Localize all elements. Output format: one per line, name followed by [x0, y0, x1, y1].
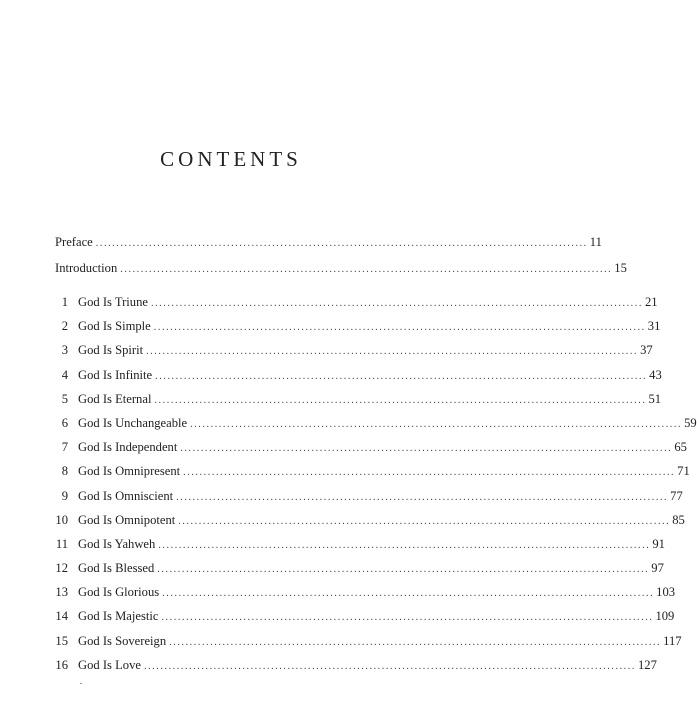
- page-number: 85: [672, 512, 685, 527]
- chapter-number: 8: [61, 464, 68, 479]
- dot-leader: ........................................................................................................................: [158, 539, 651, 551]
- toc-entry-chapter: [55, 391, 662, 415]
- dot-leader: ........................................................................................................................: [153, 322, 646, 334]
- entry-title: God Is Glorious: [78, 585, 160, 600]
- dot-leader: ........................................................................................................................: [150, 298, 643, 309]
- dot-leader: ........................................................................................................................: [120, 264, 613, 275]
- page-number: 117: [663, 633, 682, 648]
- toc-entry-preface: [55, 234, 602, 260]
- entry-title: God Is Blessed: [78, 561, 155, 576]
- page-number: 103: [656, 585, 676, 600]
- chapter-number: 11: [55, 536, 68, 551]
- entry-title: God Is Majestic: [78, 609, 159, 624]
- toc-entry-chapter: [55, 608, 675, 632]
- entry-title: Introduction: [55, 261, 118, 275]
- chapter-number: 2: [61, 319, 68, 334]
- toc-entry-chapter: [55, 657, 657, 681]
- dot-leader: ........................................................................................................................: [190, 418, 683, 430]
- chapter-number: 16: [55, 657, 68, 672]
- page-number: 127: [637, 657, 657, 672]
- page-number: 11: [589, 235, 602, 249]
- toc-entry-chapter: [55, 488, 683, 512]
- entry-title: God Is Omnipotent: [78, 512, 176, 527]
- chapter-number: 9: [61, 488, 68, 503]
- entry-title: God Is Simple: [78, 319, 151, 334]
- dot-leader: ........................................................................................................................: [146, 346, 639, 358]
- dot-leader: ........................................................................................................................: [143, 660, 636, 672]
- entry-title: God Is Unchangeable: [78, 415, 188, 430]
- toc-entry-chapter: [55, 560, 664, 584]
- entry-title: God Is Independent: [78, 440, 178, 455]
- chapter-number: 13: [55, 585, 68, 600]
- page-number: 71: [677, 464, 690, 479]
- chapter-number: 7: [61, 440, 68, 455]
- page-number: 97: [651, 561, 664, 576]
- entry-title: God Is Infinite: [78, 367, 153, 382]
- page-number: 109: [655, 609, 675, 624]
- page-number: 51: [648, 391, 662, 406]
- table-of-contents: [55, 234, 697, 681]
- chapter-number: 3: [61, 343, 68, 358]
- page-number: 43: [649, 367, 662, 382]
- section-gap: [55, 286, 410, 294]
- toc-entry-chapter: [55, 415, 697, 439]
- toc-entry-chapter: [55, 294, 658, 318]
- dot-leader: ........................................................................................................................: [161, 612, 654, 624]
- chapter-number: 14: [55, 609, 68, 624]
- page-mark: [80, 683, 82, 684]
- page-title: CONTENTS: [160, 147, 302, 171]
- page-number: 37: [640, 343, 653, 358]
- entry-title: God Is Eternal: [78, 391, 152, 406]
- entry-title: God Is Omnipresent: [78, 464, 181, 479]
- chapter-number: 5: [61, 391, 68, 406]
- entry-title: God Is Spirit: [78, 343, 144, 358]
- page-number: 65: [674, 440, 687, 455]
- toc-entry-chapter: [55, 463, 690, 487]
- entry-title: God Is Omniscient: [78, 488, 174, 503]
- toc-entry-chapter: [55, 536, 665, 560]
- toc-entry-chapter: [55, 512, 685, 536]
- toc-entry-chapter: [55, 633, 682, 657]
- dot-leader: ........................................................................................................................: [155, 370, 648, 382]
- dot-leader: ........................................................................................................................: [176, 491, 669, 503]
- entry-title: God Is Triune: [78, 295, 148, 309]
- toc-entry-introduction: [55, 260, 627, 286]
- chapter-number: 15: [55, 633, 68, 648]
- chapter-number: 12: [55, 561, 68, 576]
- dot-leader: ........................................................................................................................: [162, 588, 655, 600]
- page-number: 31: [647, 319, 661, 334]
- entry-title: God Is Yahweh: [78, 536, 156, 551]
- page-number: 21: [644, 295, 658, 309]
- page-number: 91: [652, 536, 665, 551]
- page-number: 15: [614, 261, 627, 275]
- entry-title: God Is Love: [78, 657, 141, 672]
- entry-title: Preface: [55, 235, 93, 249]
- dot-leader: ........................................................................................................................: [154, 394, 647, 406]
- dot-leader: ........................................................................................................................: [180, 443, 673, 455]
- page-number: 77: [670, 488, 683, 503]
- dot-leader: ........................................................................................................................: [183, 467, 676, 479]
- dot-leader: ........................................................................................................................: [157, 564, 650, 576]
- entry-title: God Is Sovereign: [78, 633, 167, 648]
- toc-entry-chapter: [55, 342, 653, 366]
- page-number: 59: [684, 415, 697, 430]
- chapter-number: 10: [55, 512, 68, 527]
- toc-entry-chapter: [55, 584, 676, 608]
- dot-leader: ........................................................................................................................: [95, 238, 588, 249]
- dot-leader: ........................................................................................................................: [178, 515, 671, 527]
- chapter-number: 4: [61, 367, 68, 382]
- toc-entry-chapter: [55, 439, 687, 463]
- chapter-number: 1: [61, 295, 68, 309]
- chapter-number: 6: [61, 415, 68, 430]
- toc-entry-chapter: [55, 318, 661, 342]
- toc-entry-chapter: [55, 367, 662, 391]
- dot-leader: ........................................................................................................................: [169, 636, 662, 648]
